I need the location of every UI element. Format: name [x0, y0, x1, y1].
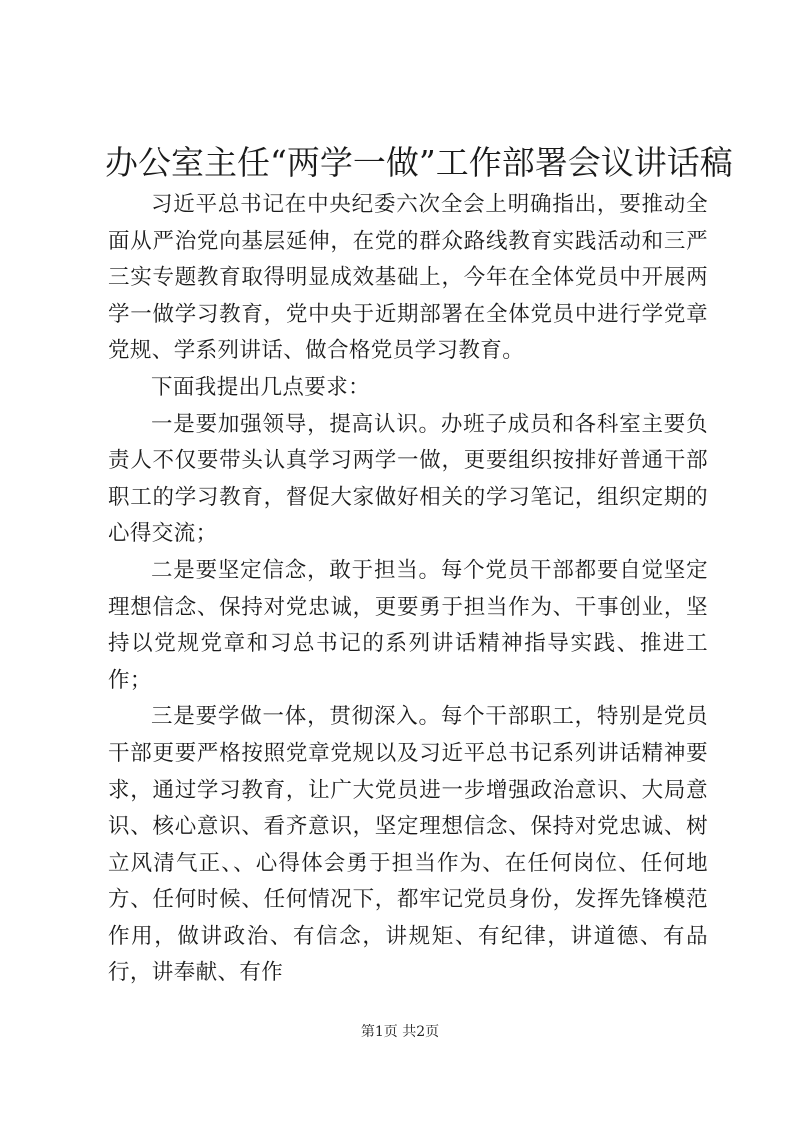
paragraph-intro: 习近平总书记在中央纪委六次全会上明确指出，要推动全面从严治党向基层延伸，在党的群众路线教育实践活动和三严三实专题教育取得明显成效基础上，今年在全体党员中开展两学一做学习教育，党中央于近期部署在全体党员中进行学党章党规、学系列讲话、做合格党员学习教育。: [108, 192, 708, 364]
paragraph-requirement-1: 一是要加强领导，提高认识。办班子成员和各科室主要负责人不仅要带头认真学习两学一做，更要组织按排好普通干部职工的学习教育，督促大家做好相关的学习笔记，组织定期的心得交流；: [108, 411, 708, 547]
paragraph-requirement-2: 二是要坚定信念，敢于担当。每个党员干部都要自觉坚定理想信念、保持对党忠诚，更要勇于担当作为、干事创业，坚持以党规党章和习总书记的系列讲话精神指导实践、推进工作；: [108, 557, 708, 693]
document-title: 办公室主任“两学一做”工作部署会议讲话稿: [105, 143, 733, 182]
page-footer: 第1页 共2页: [360, 1024, 440, 1040]
paragraph-requirement-3: 三是要学做一体，贯彻深入。每个干部职工，特别是党员干部更要严格按照党章党规以及习近平总书记系列讲话精神要求，通过学习教育，让广大党员进一步增强政治意识、大局意识、核心意识、看齐意识，坚定理想信念、保持对党忠诚、树立风清气正、、心得体会勇于担当作为、在任何岗位、任何地方、任何时候、任何情况下，都牢记党员身份，发挥先锋模范作用，做讲政治、有信念，讲规矩、有纪律，讲道德、有品行，讲奉献、有作: [108, 704, 708, 986]
document-body: [108, 187, 708, 992]
paragraph-requirements-lead: 下面我提出几点要求：: [151, 374, 371, 400]
